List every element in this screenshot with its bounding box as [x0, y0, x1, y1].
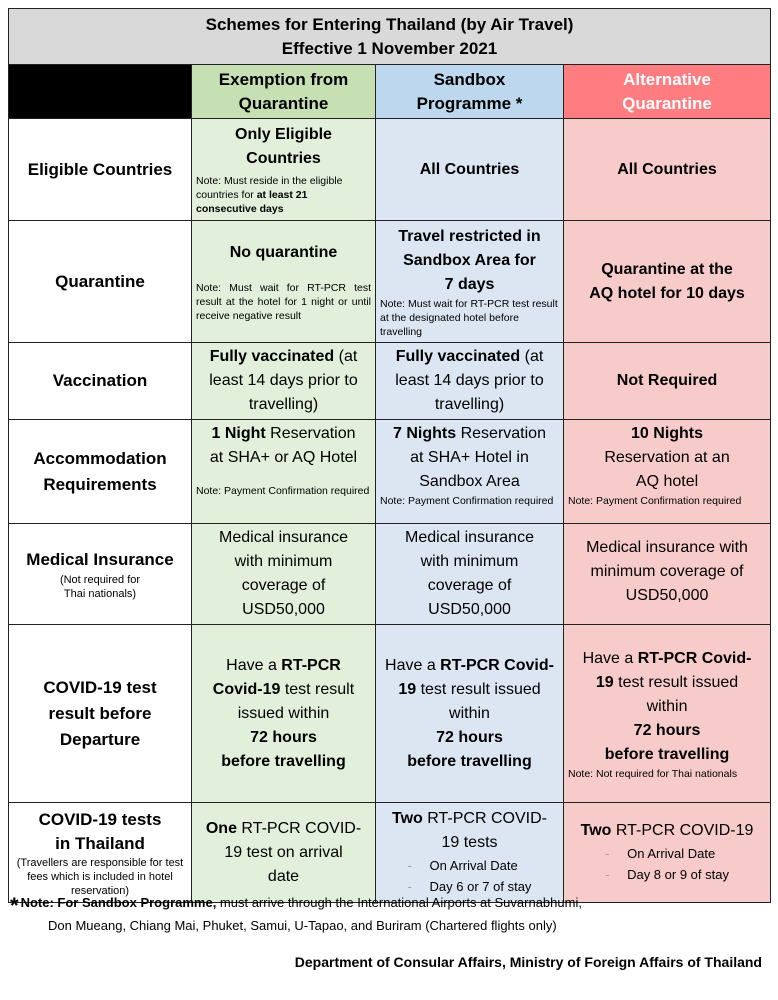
footnote-bold: Note: For Sandbox Programme,	[20, 895, 217, 910]
department-credit: Department of Consular Affairs, Ministry of Foreign Affairs of Thailand	[294, 954, 762, 970]
footnote-text-2: Don Mueang, Chiang Mai, Phuket, Samui, U-Tapao, and Buriram (Chartered flights only)	[48, 918, 557, 933]
insurance-sandbox-line-3: coverage of	[427, 577, 512, 594]
covid-in-exemption-line-1	[196, 817, 371, 841]
insurance-alternative-cell	[564, 524, 771, 625]
covid-before-alternative-cell	[564, 625, 771, 803]
covid-before-exemption-bold-1: RT-PCR	[281, 656, 341, 674]
covid-before-label-line-1: COVID-19 test	[43, 677, 157, 697]
covid-before-sandbox-bold-1: RT-PCR Covid-	[440, 656, 554, 674]
quarantine-sandbox-cell	[376, 221, 564, 343]
sandbox-footnote	[10, 893, 750, 936]
insurance-exemption-cell	[192, 524, 376, 625]
accommodation-sandbox-line-2: at SHA+ Hotel in	[410, 449, 529, 466]
header-alternative	[564, 65, 771, 119]
covid-in-exemption-cell	[192, 803, 376, 903]
accommodation-exemption-line-2: at SHA+ or AQ Hotel	[209, 449, 358, 466]
covid-before-sandbox-bold-2: 19	[398, 680, 417, 698]
insurance-exemption-line-1: Medical insurance	[219, 529, 348, 546]
row-accommodation	[9, 420, 771, 524]
accommodation-label-line-1: Accommodation	[33, 448, 167, 468]
header-row	[9, 65, 771, 119]
accommodation-exemption-bold: 1 Night	[211, 425, 266, 442]
vaccination-alternative-cell: Not Required	[564, 343, 771, 420]
covid-before-sandbox-cell	[376, 625, 564, 803]
quarantine-sandbox-line-1: Travel restricted in	[398, 227, 541, 245]
covid-in-exemption-line-2: 19 test on arrival	[224, 843, 343, 861]
covid-before-sandbox-line-2	[380, 678, 559, 702]
covid-in-alternative-line-1	[568, 819, 766, 843]
insurance-alternative-line-2: minimum coverage of	[590, 563, 744, 580]
insurance-sandbox-line-4: USD50,000	[428, 601, 511, 618]
insurance-label: Medical Insurance	[26, 550, 174, 569]
header-exemption-line-1: Exemption from	[218, 69, 349, 89]
row-label-accommodation	[9, 420, 192, 524]
covid-before-alternative-line-1	[568, 647, 766, 671]
vaccination-sandbox-line-2: least 14 days prior to	[395, 372, 544, 389]
covid-before-alternative-line-2	[568, 671, 766, 695]
list-item: - Day 8 or 9 of stay	[605, 864, 729, 885]
covid-before-alternative-line-5: before travelling	[604, 745, 730, 763]
insurance-sandbox-cell	[376, 524, 564, 625]
insurance-alternative-line-1: Medical insurance with	[586, 539, 748, 556]
accommodation-alternative-note: Note: Payment Confirmation required	[568, 495, 742, 507]
covid-in-label-sub: (Travellers are responsible for test fees which is included in hotel reservation)	[16, 856, 184, 897]
covid-before-label-line-3: Departure	[59, 729, 141, 749]
quarantine-sandbox-note: Note: Must wait for RT-PCR test result at the designated hotel before travelling	[380, 297, 558, 338]
vaccination-sandbox-line-3: travelling)	[434, 396, 505, 413]
row-medical-insurance	[9, 524, 771, 625]
covid-before-exemption-line-5: before travelling	[221, 752, 346, 770]
insurance-alternative-line-3: USD50,000	[625, 587, 709, 604]
covid-before-alternative-pre: Have a	[582, 649, 638, 667]
row-eligible-countries	[9, 119, 771, 221]
accommodation-exemption-rest: Reservation	[265, 425, 356, 442]
covid-before-alternative-rest: test result issued	[613, 673, 739, 691]
vaccination-exemption-bold: Fully vaccinated	[209, 348, 335, 365]
row-label-insurance	[9, 524, 192, 625]
schemes-table-container	[8, 8, 770, 903]
list-item: - On Arrival Date	[408, 855, 532, 876]
covid-before-exemption-line-2	[196, 678, 371, 702]
footnote-star: *	[10, 893, 19, 918]
accommodation-exemption-line-1	[196, 422, 371, 446]
covid-before-exemption-bold-2: Covid-19	[212, 680, 281, 698]
covid-before-alternative-line-3: within	[646, 697, 688, 715]
eligible-alternative-cell: All Countries	[564, 119, 771, 221]
quarantine-exemption-note: Note: Must wait for RT-PCR test result at the hotel for 1 night or until receive negative result	[196, 281, 371, 322]
covid-in-sandbox-line-2: 19 tests	[441, 833, 498, 851]
insurance-label-sub-2: Thai nationals)	[63, 588, 137, 600]
accommodation-alternative-line-2: Reservation at an	[604, 449, 730, 466]
row-label-quarantine: Quarantine	[9, 221, 192, 343]
header-alternative-line-1: Alternative	[623, 69, 711, 89]
vaccination-exemption-cell	[192, 343, 376, 420]
covid-before-exemption-pre: Have a	[226, 656, 282, 674]
covid-in-alternative-bullets	[605, 843, 729, 885]
covid-in-sandbox-bullets	[408, 855, 532, 897]
covid-in-alternative-bold: Two	[580, 822, 612, 839]
header-exemption	[192, 65, 376, 119]
covid-before-alternative-bold-2: 19	[595, 673, 614, 691]
accommodation-exemption-cell	[192, 420, 376, 524]
accommodation-sandbox-line-3: Sandbox Area	[419, 473, 520, 490]
covid-in-sandbox-line-1	[380, 807, 559, 831]
accommodation-sandbox-note: Note: Payment Confirmation required	[380, 495, 554, 507]
covid-before-exemption-line-4: 72 hours	[250, 728, 317, 746]
header-sandbox-line-1: Sandbox	[433, 69, 506, 89]
covid-in-sandbox-rest: RT-PCR COVID-	[422, 809, 547, 827]
covid-before-label-line-2: result before	[48, 703, 152, 723]
row-covid-before-departure	[9, 625, 771, 803]
covid-in-sandbox-bold: Two	[392, 809, 423, 827]
covid-before-alternative-bold-1: RT-PCR Covid-	[637, 649, 752, 667]
vaccination-sandbox-cell	[376, 343, 564, 420]
quarantine-exemption-cell	[192, 221, 376, 343]
quarantine-alternative-line-2: AQ hotel for 10 days	[589, 284, 745, 302]
quarantine-sandbox-line-2: Sandbox Area for	[403, 251, 536, 269]
covid-in-label-line-2: in Thailand	[55, 833, 145, 853]
covid-before-exemption-line-3: issued within	[237, 704, 330, 722]
quarantine-exemption-main: No quarantine	[229, 243, 338, 261]
covid-in-exemption-line-3: date	[267, 867, 300, 885]
accommodation-label-line-2: Requirements	[43, 474, 157, 494]
accommodation-alternative-line-3: AQ hotel	[635, 473, 699, 490]
covid-before-sandbox-line-5: before travelling	[407, 752, 532, 770]
list-item: - Day 6 or 7 of stay	[408, 876, 532, 897]
vaccination-sandbox-bold: Fully vaccinated	[395, 348, 521, 365]
vaccination-sandbox-rest: (at	[520, 348, 544, 365]
header-alternative-line-2: Quarantine	[622, 93, 712, 113]
table-title	[9, 9, 771, 65]
title-row	[9, 9, 771, 65]
covid-in-alternative-cell	[564, 803, 771, 903]
vaccination-exemption-rest: (at	[334, 348, 358, 365]
title-line-2: Effective 1 November 2021	[281, 38, 498, 58]
footnote-line-1	[10, 893, 750, 916]
title-line-1: Schemes for Entering Thailand (by Air Travel)	[205, 14, 574, 34]
accommodation-sandbox-cell	[376, 420, 564, 524]
accommodation-alternative-cell	[564, 420, 771, 524]
accommodation-sandbox-bold: 7 Nights	[393, 425, 457, 442]
header-sandbox	[376, 65, 564, 119]
insurance-label-sub-1: (Not required for	[59, 574, 141, 586]
eligible-note-bold: at least 21 consecutive days	[196, 189, 308, 215]
accommodation-sandbox-rest: Reservation	[456, 425, 546, 442]
covid-in-exemption-bold: One	[205, 819, 237, 837]
header-blank-cell	[9, 65, 192, 119]
row-label-covid-before	[9, 625, 192, 803]
vaccination-exemption-line-3: travelling)	[248, 396, 319, 413]
footnote-text-1: must arrive through the International Airports at Suvarnabhumi,	[216, 895, 582, 910]
eligible-exemption-cell	[192, 119, 376, 221]
covid-before-sandbox-line-4: 72 hours	[436, 728, 503, 746]
covid-before-sandbox-rest: test result issued	[416, 680, 541, 698]
row-vaccination	[9, 343, 771, 420]
insurance-sandbox-line-2: with minimum	[420, 553, 519, 570]
covid-in-alternative-rest: RT-PCR COVID-19	[611, 822, 754, 839]
covid-before-alternative-line-4: 72 hours	[633, 721, 701, 739]
row-label-covid-in	[9, 803, 192, 903]
insurance-sandbox-line-1: Medical insurance	[405, 529, 534, 546]
vaccination-exemption-line-2: least 14 days prior to	[209, 372, 358, 389]
covid-before-sandbox-line-1	[380, 654, 559, 678]
header-sandbox-line-2: Programme *	[416, 93, 523, 113]
header-exemption-line-2: Quarantine	[238, 93, 329, 113]
accommodation-alternative-bold: 10 Nights	[631, 425, 704, 442]
covid-in-sandbox-cell	[376, 803, 564, 903]
covid-before-exemption-cell	[192, 625, 376, 803]
row-quarantine	[9, 221, 771, 343]
insurance-exemption-line-2: with minimum	[234, 553, 333, 570]
eligible-exemption-main-2: Countries	[246, 150, 321, 167]
covid-in-exemption-rest: RT-PCR COVID-	[236, 819, 362, 837]
accommodation-exemption-note: Note: Payment Confirmation required	[196, 485, 370, 497]
insurance-exemption-line-3: coverage of	[241, 577, 326, 594]
eligible-exemption-note	[196, 174, 371, 216]
covid-before-sandbox-line-3: within	[449, 704, 490, 722]
quarantine-alternative-cell	[564, 221, 771, 343]
vaccination-exemption-line-1	[196, 345, 371, 369]
vaccination-sandbox-line-1	[380, 345, 559, 369]
covid-before-sandbox-pre: Have a	[385, 656, 441, 674]
covid-before-exemption-line-1	[196, 654, 371, 678]
eligible-note-text: Note: Must reside in the eligible countries for	[196, 175, 343, 201]
covid-before-exemption-rest: test result	[280, 680, 355, 698]
quarantine-alternative-line-1: Quarantine at the	[601, 260, 733, 278]
quarantine-sandbox-line-3: 7 days	[444, 275, 495, 293]
row-covid-in-thailand	[9, 803, 771, 903]
row-label-eligible: Eligible Countries	[9, 119, 192, 221]
covid-in-label-line-1: COVID-19 tests	[38, 809, 162, 829]
insurance-exemption-line-4: USD50,000	[242, 601, 325, 618]
eligible-sandbox-cell: All Countries	[376, 119, 564, 221]
accommodation-sandbox-line-1	[380, 422, 559, 446]
schemes-table	[8, 8, 771, 903]
eligible-exemption-main-1: Only Eligible	[235, 126, 332, 143]
row-label-vaccination: Vaccination	[9, 343, 192, 420]
list-item: - On Arrival Date	[605, 843, 729, 864]
covid-before-alternative-note: Note: Not required for Thai nationals	[568, 767, 738, 780]
